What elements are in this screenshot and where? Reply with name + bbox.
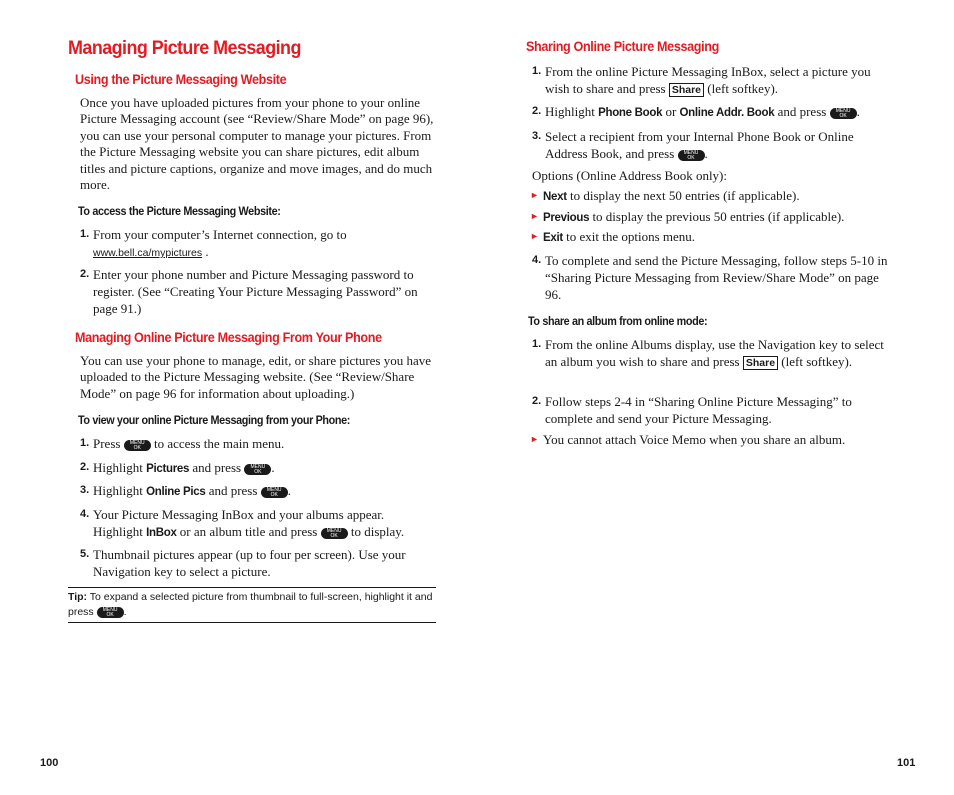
list-item: 4. Your Picture Messaging InBox and your albums appear. Highlight InBox or an album title and press MENU OK to display. — [80, 507, 405, 539]
list-item: 2. Highlight Pictures and press MENU OK . — [80, 460, 275, 475]
section-heading-manage-from-phone: Managing Online Picture Messaging From Your Phone — [75, 329, 382, 345]
section-heading-website: Using the Picture Messaging Website — [75, 71, 287, 87]
list-item: 5. Thumbnail pictures appear (up to four per screen). Use your Navigation key to select a picture. — [80, 547, 406, 579]
page-title: Managing Picture Messaging — [68, 37, 301, 59]
list-item: 1. Press MENU OK to access the main menu. — [80, 436, 285, 451]
page-number-right: 101 — [897, 757, 916, 769]
subheading-access-website: To access the Picture Messaging Website: — [78, 204, 281, 218]
tip-text: To expand a selected picture from thumbnail to full-screen, highlight it and press — [68, 591, 433, 618]
bullet-arrow-icon: ► — [530, 190, 539, 200]
list-item: 3. Highlight Online Pics and press MENU OK . — [80, 483, 291, 498]
subheading-view-from-phone: To view your online Picture Messaging from your Phone: — [78, 413, 351, 427]
section-heading-sharing: Sharing Online Picture Messaging — [526, 38, 719, 54]
menu-ok-key-icon: MENU OK — [830, 108, 857, 119]
share-softkey: Share — [743, 356, 778, 370]
menu-ok-key-icon: MENU OK — [97, 607, 124, 618]
website-intro: Once you have uploaded pictures from your phone to your online Picture Messaging account (see “Review/Share Mode” on page 96), you can use your personal computer to manage your pictures. From the Picture Messaging website you can share pictures, edit album titles and picture captions, organize and move images, and do much more. — [80, 95, 434, 193]
menu-ok-key-icon: MENU OK — [261, 487, 288, 498]
menu-ok-key-icon: MENU OK — [244, 464, 271, 475]
list-item: 2. Highlight Phone Book or Online Addr. Book and press MENU OK . — [532, 104, 860, 119]
list-item: 1. From the online Picture Messaging InBox, select a picture you wish to share and press Share (left softkey). — [532, 64, 871, 96]
menu-ok-key-icon: MENU OK — [124, 440, 151, 451]
list-item: ► You cannot attach Voice Memo when you share an album. — [530, 432, 846, 447]
menu-ok-key-icon: MENU OK — [321, 528, 348, 539]
list-item: 2. Enter your phone number and Picture Messaging password to register. (See “Creating Your Picture Messaging Password” on page 91.) — [80, 267, 418, 316]
list-item: ► Next to display the next 50 entries (if applicable). — [530, 188, 800, 203]
bullet-arrow-icon: ► — [530, 434, 539, 444]
list-item: 1. From the online Albums display, use the Navigation key to select an album you wish to share and press Share (left softkey). — [532, 337, 884, 369]
page-number-left: 100 — [40, 757, 59, 769]
bullet-arrow-icon: ► — [530, 211, 539, 221]
list-item: 3. Select a recipient from your Internal Phone Book or Online Address Book, and press MENU OK . — [532, 129, 854, 161]
list-item: ► Previous to display the previous 50 entries (if applicable). — [530, 209, 845, 224]
menu-ok-key-icon: MENU OK — [678, 150, 705, 161]
tip-box: Tip: To expand a selected picture from thumbnail to full-screen, highlight it and press MENU OK . — [68, 587, 436, 623]
tip-label: Tip: — [68, 591, 88, 603]
list-item: 4. To complete and send the Picture Messaging, follow steps 5-10 in “Sharing Picture Messaging from Review/Share Mode” on page 96. — [532, 253, 888, 302]
website-link[interactable]: www.bell.ca/mypictures — [93, 247, 203, 259]
options-label: Options (Online Address Book only): — [532, 168, 727, 183]
subheading-share-album: To share an album from online mode: — [528, 314, 708, 328]
list-item: ► Exit to exit the options menu. — [530, 229, 696, 244]
manage-from-phone-intro: You can use your phone to manage, edit, or share pictures you have uploaded to the Picture Messaging website. (See “Review/Share Mode” on page 96 for information about uploading.) — [80, 353, 432, 401]
share-softkey: Share — [669, 83, 704, 97]
list-item: 2. Follow steps 2-4 in “Sharing Online Picture Messaging” to complete and send your Picture Messaging. — [532, 394, 852, 426]
bullet-arrow-icon: ► — [530, 231, 539, 241]
list-item: 1. From your computer’s Internet connection, go to www.bell.ca/mypictures . — [80, 227, 347, 259]
